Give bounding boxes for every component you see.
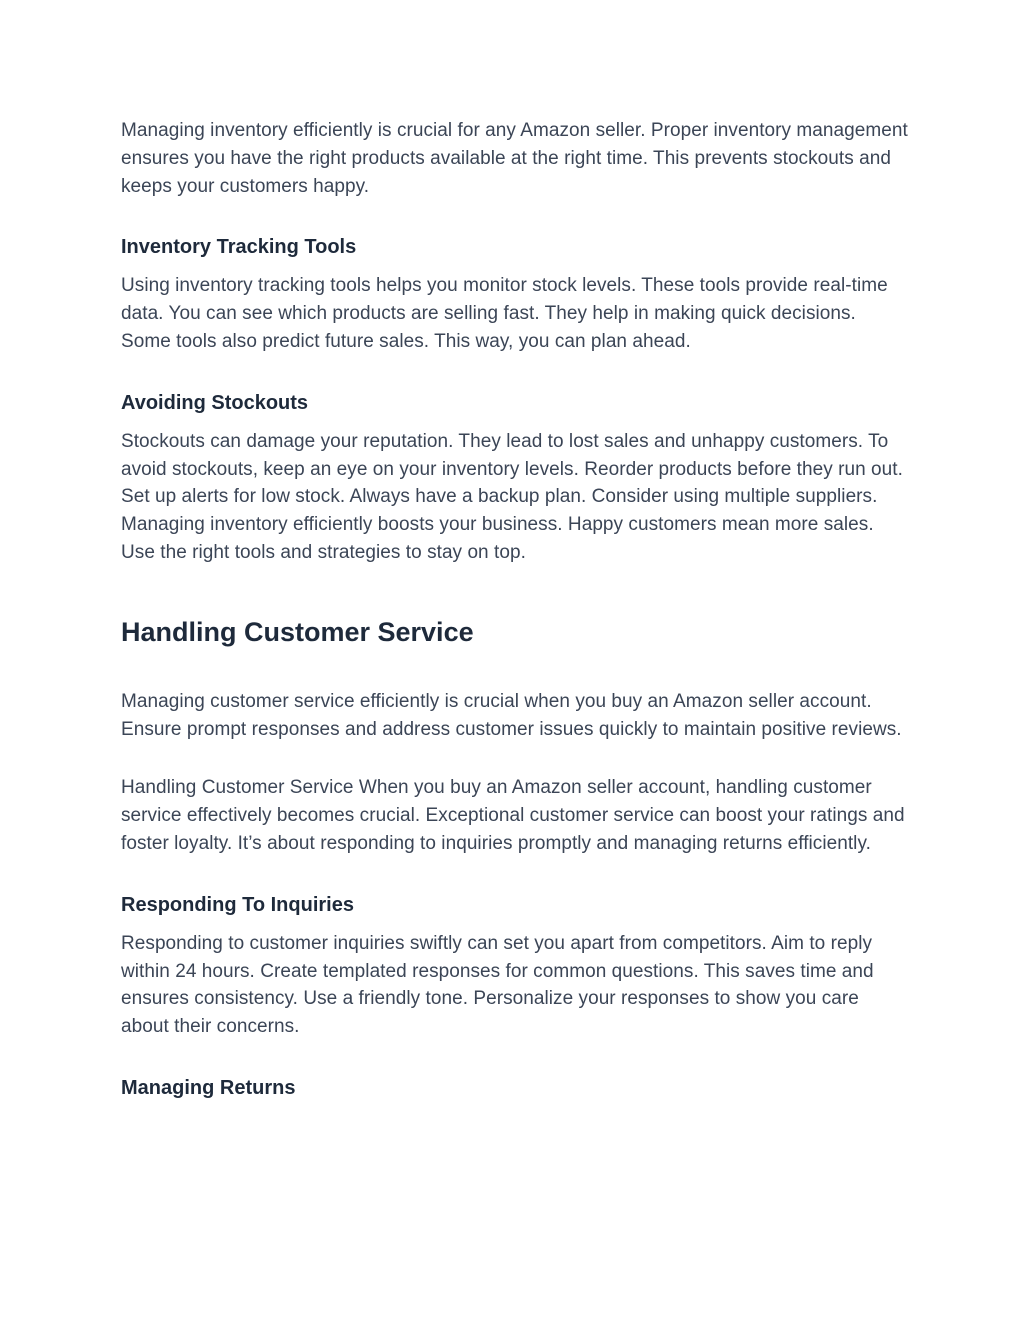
paragraph-responding-to-inquiries: Responding to customer inquiries swiftly can set you apart from competitors. Aim to reply within 24 hours. Create templated responses for common questions. This saves time and ensures consistency. Use a friendly tone. Personalize your responses to show you care about their concerns. — [121, 932, 874, 1038]
heading-inventory-tracking-tools: Inventory Tracking Tools — [121, 236, 357, 259]
document-body — [121, 117, 911, 1102]
paragraph-inventory-tracking-tools: Using inventory tracking tools helps you monitor stock levels. These tools provide real-time data. You can see which products are selling fast. They help in making quick decisions. Some tools also predict future sales. This way, you can plan ahead. — [121, 275, 888, 352]
heading-handling-customer-service: Handling Customer Service — [121, 616, 474, 647]
heading-avoiding-stockouts: Avoiding Stockouts — [121, 391, 309, 414]
paragraph-customer-service-intro: Managing customer service efficiently is crucial when you buy an Amazon seller account. Ensure prompt responses and address customer issues quickly to maintain positive reviews. — [121, 690, 902, 740]
paragraph-customer-service-details: Handling Customer Service When you buy an Amazon seller account, handling customer service effectively becomes crucial. Exceptional customer service can boost your ratings and foster loyalty. It’s about responding to inquiries promptly and managing returns efficiently. — [121, 777, 905, 854]
heading-managing-returns: Managing Returns — [121, 1076, 296, 1099]
heading-responding-to-inquiries: Responding To Inquiries — [121, 893, 354, 916]
paragraph-avoiding-stockouts: Stockouts can damage your reputation. They lead to lost sales and unhappy customers. To avoid stockouts, keep an eye on your inventory levels. Reorder products before they run out. Set up alerts for low stock. Always have a backup plan. Consider using multiple suppliers. Managing inventory efficiently boosts your business. Happy customers mean more sales. Use the right tools and strategies to stay on top. — [121, 430, 903, 563]
paragraph-inventory-intro: Managing inventory efficiently is crucial for any Amazon seller. Proper inventory management ensures you have the right products available at the right time. This prevents stockouts and keeps your customers happy. — [121, 120, 908, 197]
